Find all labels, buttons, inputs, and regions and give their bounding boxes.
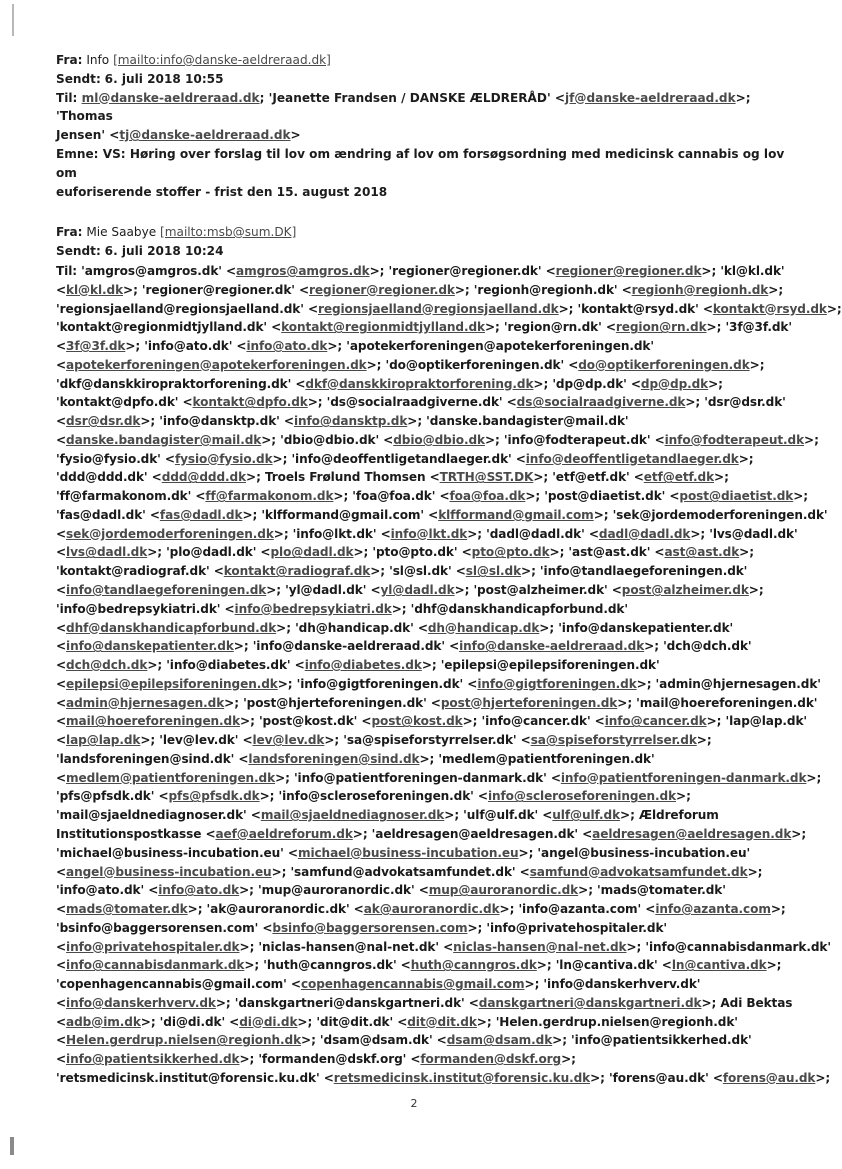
email-link[interactable]: dp@dp.dk — [640, 376, 709, 391]
recipient-line: 'ddd@ddd.dk' <ddd@ddd.dk>; Troels Frølund Thomsen <TRTH@SST.DK>; 'etf@etf.dk' <etf@etf.dk>; — [56, 470, 729, 485]
email-link[interactable]: kontakt@dpfo.dk — [192, 395, 308, 410]
email-link[interactable]: amgros@amgros.dk — [236, 264, 370, 278]
email-link[interactable]: mads@tomater.dk — [66, 902, 188, 917]
email-link[interactable]: mail@hoereforeningen.dk — [66, 714, 241, 729]
email-link[interactable]: ff@farmakonom.dk — [205, 489, 334, 504]
recipient-line: 'regionsjaelland@regionsjaelland.dk' <regionsjaelland@regionsjaelland.dk>; 'kontakt@rsyd.dk' <kontakt@rsyd.dk>; — [56, 301, 842, 316]
email-link[interactable]: kontakt@rsyd.dk — [712, 301, 827, 316]
to-link-3[interactable]: tj@danske-aeldreraad.dk — [119, 128, 291, 143]
sent-label: Sendt: — [56, 71, 101, 86]
email-link[interactable]: dch@dch.dk — [66, 658, 148, 673]
email-link[interactable]: dsr@dsr.dk — [66, 414, 141, 429]
recipient-line: <sek@jordemoderforeningen.dk>; 'info@lkt.dk' <info@lkt.dk>; 'dadl@dadl.dk' <dadl@dadl.dk>; 'lvs@dadl.dk' — [56, 526, 798, 541]
email-link[interactable]: lev@lev.dk — [252, 733, 325, 748]
to-text-2: Jensen' < — [56, 128, 120, 143]
email-link[interactable]: TRTH@SST.DK — [439, 470, 534, 485]
email-link[interactable]: post@diaetist.dk — [679, 489, 794, 504]
email-link[interactable]: dit@dit.dk — [407, 1014, 477, 1029]
page-number: 2 — [410, 1097, 418, 1110]
email-link[interactable]: ds@socialraadgiverne.dk — [516, 395, 686, 410]
recipient-line: <angel@business-incubation.eu>; 'samfund@advokatsamfundet.dk' <samfund@advokatsamfundet.dk>; — [56, 864, 763, 879]
email-link[interactable]: pto@pto.dk — [471, 545, 550, 560]
email-link[interactable]: klfformand@gmail.com — [438, 507, 594, 522]
email-link[interactable]: info@danskepatienter.dk — [66, 639, 234, 654]
recipient-line: 'dkf@danskkiropraktorforening.dk' <dkf@danskkiropraktorforening.dk>; 'dp@dp.dk' <dp@dp.dk>; — [56, 376, 723, 391]
email-link[interactable]: ulf@ulf.dk — [552, 808, 621, 823]
recipient-line: 'fysio@fysio.dk' <fysio@fysio.dk>; 'info@deoffentligetandlaeger.dk' <info@deoffentligetandlaeger.dk>; — [56, 451, 754, 466]
email-link[interactable]: sek@jordemoderforeningen.dk — [66, 526, 274, 541]
email-link[interactable]: post@alzheimer.dk — [621, 583, 749, 598]
email-link[interactable]: info@gigtforeningen.dk — [477, 676, 637, 691]
recipient-line: <epilepsi@epilepsiforeningen.dk>; 'info@gigtforeningen.dk' <info@gigtforeningen.dk>; 'admin@hjernesagen.dk' — [56, 676, 821, 691]
email-link[interactable]: michael@business-incubation.eu — [297, 845, 519, 860]
email-link[interactable]: adb@im.dk — [66, 1014, 141, 1029]
email-link[interactable]: huth@canngros.dk — [410, 958, 537, 973]
recipient-line: <Helen.gerdrup.nielsen@regionh.dk>; 'dsam@dsam.dk' <dsam@dsam.dk>; 'info@patientsikkerhed.dk' — [56, 1033, 752, 1048]
from-link[interactable]: [mailto:msb@sum.DK] — [160, 225, 297, 239]
email-link[interactable]: info@fodterapeut.dk — [664, 432, 805, 447]
email-link[interactable]: ak@auroranordic.dk — [363, 902, 500, 917]
to-label: Til: — [56, 90, 78, 105]
email-link[interactable]: aeldresagen@aeldresagen.dk — [592, 826, 792, 841]
recipient-line: 'info@bedrepsykiatri.dk' <info@bedrepsykiatri.dk>; 'dhf@danskhandicapforbund.dk' — [56, 601, 628, 616]
subject-row — [56, 145, 796, 183]
to-tail-1: >; 'Thomas — [56, 90, 751, 124]
email-link[interactable]: dh@handicap.dk — [427, 620, 540, 635]
to-link-1[interactable]: ml@danske-aeldreraad.dk — [81, 90, 260, 105]
email-link[interactable]: plo@dadl.dk — [270, 545, 354, 560]
recipient-line: <apotekerforeningen@apotekerforeningen.dk>; 'do@optikerforeningen.dk' <do@optikerforeningen.dk>; — [56, 357, 765, 372]
email-link[interactable]: post@kost.dk — [371, 714, 463, 729]
to-link-2[interactable]: jf@danske-aeldreraad.dk — [565, 90, 736, 105]
subject-row-cont — [56, 183, 796, 202]
recipient-line: <mail@hoereforeningen.dk>; 'post@kost.dk' <post@kost.dk>; 'info@cancer.dk' <info@cancer.dk>; 'lap@lap.dk' — [56, 714, 808, 729]
from-row — [56, 51, 796, 70]
email-link[interactable]: apotekerforeningen@apotekerforeningen.dk — [66, 357, 367, 372]
recipient-line: Institutionspostkasse <aef@aeldreforum.dk>; 'aeldresagen@aeldresagen.dk' <aeldresagen@aeldresagen.dk>; — [56, 826, 807, 841]
subject-line-1: VS: Høring over forslag til lov om ændring af lov om forsøgsordning med medicinsk cannabis og lov om — [56, 146, 785, 180]
email-link[interactable]: foa@foa.dk — [449, 489, 526, 504]
recipient-line: 'bsinfo@baggersorensen.com' <bsinfo@baggersorensen.com>; 'info@privatehospitaler.dk' — [56, 920, 668, 935]
email-link[interactable]: region@rn.dk — [615, 320, 707, 335]
recipient-line: <info@danskerhverv.dk>; 'danskgartneri@danskgartneri.dk' <danskgartneri@danskgartneri.dk>; Adi Bektas — [56, 995, 793, 1010]
recipient-line: <info@danskepatienter.dk>; 'info@danske-aeldreraad.dk' <info@danske-aeldreraad.dk>; 'dch@dch.dk' — [56, 639, 752, 654]
email-link[interactable]: regionsjaelland@regionsjaelland.dk — [317, 301, 559, 316]
email-link[interactable]: dadl@dadl.dk — [598, 526, 691, 541]
email-link[interactable]: medlem@patientforeningen.dk — [66, 770, 276, 785]
recipient-line: 'kontakt@regionmidtjylland.dk' <kontakt@regionmidtjylland.dk>; 'region@rn.dk' <region@rn.dk>; '3f@3f.dk' — [56, 320, 792, 335]
sent-label: Sendt: — [56, 243, 101, 258]
email-link[interactable]: dbio@dbio.dk — [393, 432, 485, 447]
recipient-line: 'copenhagencannabis@gmail.com' <copenhagencannabis@gmail.com>; 'info@danskerhverv.dk' — [56, 977, 701, 992]
email-link[interactable]: copenhagencannabis@gmail.com — [300, 977, 525, 992]
to-row-cont — [56, 126, 796, 145]
recipient-line: <adb@im.dk>; 'di@di.dk' <di@di.dk>; 'dit@dit.dk' <dit@dit.dk>; 'Helen.gerdrup.nielsen@regionh.dk' — [56, 1014, 738, 1029]
scan-mark-bottom — [10, 1137, 14, 1155]
recipient-line: <kl@kl.dk>; 'regioner@regioner.dk' <regioner@regioner.dk>; 'regionh@regionh.dk' <regionh@regionh.dk>; — [56, 282, 784, 297]
email-link[interactable]: info@cannabisdanmark.dk — [66, 958, 245, 973]
email-link[interactable]: bsinfo@baggersorensen.com — [272, 920, 468, 935]
email-link[interactable]: info@danskerhverv.dk — [66, 995, 216, 1010]
email-link[interactable]: danske.bandagister@mail.dk — [66, 432, 262, 447]
recipient-line: 'michael@business-incubation.eu' <michael@business-incubation.eu>; 'angel@business-incubation.eu' — [56, 845, 751, 860]
email-link[interactable]: info@danske-aeldreraad.dk — [459, 639, 645, 654]
email-link[interactable]: info@diabetes.dk — [304, 658, 422, 673]
email-link[interactable]: info@lkt.dk — [390, 526, 468, 541]
subject-label: Emne: — [56, 146, 99, 161]
email-link[interactable]: info@patientforeningen-danmark.dk — [560, 770, 807, 785]
email-link[interactable]: ddd@ddd.dk — [161, 470, 247, 485]
email-link[interactable]: info@cancer.dk — [604, 714, 707, 729]
email-link[interactable]: ast@ast.dk — [664, 545, 740, 560]
email-link[interactable]: info@patientsikkerhed.dk — [66, 1052, 240, 1067]
sent-row — [56, 242, 796, 261]
email-link[interactable]: epilepsi@epilepsiforeningen.dk — [66, 676, 278, 691]
email-link[interactable]: dkf@danskkiropraktorforening.dk — [305, 376, 534, 391]
email-link[interactable]: lap@lap.dk — [66, 733, 141, 748]
from-label: Fra: — [56, 225, 83, 239]
email-header-2 — [56, 223, 796, 261]
from-link[interactable]: [mailto:info@danske-aeldreraad.dk] — [113, 53, 331, 67]
email-link[interactable]: fysio@fysio.dk — [174, 451, 273, 466]
sent-value: 6. juli 2018 10:24 — [104, 243, 224, 258]
email-link[interactable]: fas@dadl.dk — [159, 507, 243, 522]
to-row — [56, 89, 796, 127]
recipient-line: 'retsmedicinsk.institut@forensic.ku.dk' <retsmedicinsk.institut@forensic.ku.dk>; 'forens@au.dk' <forens@au.dk>; — [56, 1070, 831, 1085]
email-link[interactable]: info@ato.dk — [158, 883, 240, 898]
email-link[interactable]: info@azanta.com — [655, 902, 771, 917]
email-link[interactable]: info@dansktp.dk — [293, 414, 408, 429]
email-link[interactable]: regioner@regioner.dk — [555, 264, 702, 278]
recipient-line: 'ff@farmakonom.dk' <ff@farmakonom.dk>; 'foa@foa.dk' <foa@foa.dk>; 'post@diaetist.dk' <post@diaetist.dk>; — [56, 489, 809, 504]
from-name: Info — [86, 53, 110, 67]
email-link[interactable]: info@tandlaegeforeningen.dk — [66, 583, 267, 598]
email-link[interactable]: kontakt@radiograf.dk — [223, 564, 371, 579]
email-link[interactable]: do@optikerforeningen.dk — [578, 357, 750, 372]
recipient-line: <info@tandlaegeforeningen.dk>; 'yl@dadl.dk' <yl@dadl.dk>; 'post@alzheimer.dk' <post@alzheimer.dk>; — [56, 583, 764, 598]
to-tail-2: > — [290, 128, 301, 143]
email-link[interactable]: mail@sjaeldnediagnoser.dk — [260, 808, 445, 823]
email-header-1 — [56, 51, 796, 201]
recipient-line: <mads@tomater.dk>; 'ak@auroranordic.dk' <ak@auroranordic.dk>; 'info@azanta.com' <info@azanta.com>; — [56, 902, 786, 917]
email-link[interactable]: sa@spiseforstyrrelser.dk — [530, 733, 697, 748]
from-name: Mie Saabye — [86, 225, 157, 239]
recipient-line: <info@privatehospitaler.dk>; 'niclas-hansen@nal-net.dk' <niclas-hansen@nal-net.dk>; 'info@cannabisdanmark.dk' — [56, 939, 831, 954]
recipient-line: 'mail@sjaeldnediagnoser.dk' <mail@sjaeldnediagnoser.dk>; 'ulf@ulf.dk' <ulf@ulf.dk>; Ældreforum — [56, 808, 719, 823]
recipient-line: <lap@lap.dk>; 'lev@lev.dk' <lev@lev.dk>; 'sa@spiseforstyrrelser.dk' <sa@spiseforstyrrelser.dk>; — [56, 733, 712, 748]
email-link[interactable]: kl@kl.dk — [66, 282, 124, 297]
email-link[interactable]: di@di.dk — [239, 1014, 298, 1029]
recipient-line: <medlem@patientforeningen.dk>; 'info@patientforeningen-danmark.dk' <info@patientforeningen-danmark.dk>; — [56, 770, 822, 785]
email-link[interactable]: dsam@dsam.dk — [446, 1033, 553, 1048]
recipient-line: 'kontakt@radiograf.dk' <kontakt@radiograf.dk>; 'sl@sl.dk' <sl@sl.dk>; 'info@tandlaegeforeningen.dk' — [56, 564, 748, 579]
email-link[interactable]: mup@auroranordic.dk — [428, 883, 579, 898]
recipient-line: 'pfs@pfsdk.dk' <pfs@pfsdk.dk>; 'info@scleroseforeningen.dk' <info@scleroseforeningen.dk>; — [56, 789, 691, 804]
recipient-line: <dch@dch.dk>; 'info@diabetes.dk' <info@diabetes.dk>; 'epilepsi@epilepsiforeningen.dk' — [56, 658, 660, 673]
email-link[interactable]: dhf@danskhandicapforbund.dk — [66, 620, 277, 635]
email-link[interactable]: formanden@dskf.org — [420, 1052, 562, 1067]
scan-mark-top — [12, 4, 14, 36]
from-row — [56, 223, 796, 242]
recipient-line: <lvs@dadl.dk>; 'plo@dadl.dk' <plo@dadl.dk>; 'pto@pto.dk' <pto@pto.dk>; 'ast@ast.dk' <ast@ast.dk>; — [56, 545, 754, 560]
to-text-1: ; 'Jeanette Frandsen / DANSKE ÆLDRERÅD' < — [259, 90, 565, 105]
recipient-line: Til: 'amgros@amgros.dk' <amgros@amgros.dk>; 'regioner@regioner.dk' <regioner@regioner.dk>; 'kl@kl.dk' — [56, 264, 785, 278]
email-link[interactable]: post@hjerteforeningen.dk — [440, 695, 618, 710]
sent-row — [56, 70, 796, 89]
email-link[interactable]: etf@etf.dk — [643, 470, 715, 485]
recipient-line: <info@cannabisdanmark.dk>; 'huth@canngros.dk' <huth@canngros.dk>; 'ln@cantiva.dk' <ln@cantiva.dk>; — [56, 958, 782, 973]
recipient-line: 'fas@dadl.dk' <fas@dadl.dk>; 'klfformand@gmail.com' <klfformand@gmail.com>; 'sek@jordemoderforeningen.dk' — [56, 507, 828, 522]
from-label: Fra: — [56, 53, 83, 67]
recipient-line: <3f@3f.dk>; 'info@ato.dk' <info@ato.dk>; 'apotekerforeningen@apotekerforeningen.dk' — [56, 339, 654, 354]
email-link[interactable]: kontakt@regionmidtjylland.dk — [281, 320, 485, 335]
email-link[interactable]: angel@business-incubation.eu — [66, 864, 272, 879]
email-link[interactable]: samfund@advokatsamfundet.dk — [529, 864, 748, 879]
email-link[interactable]: danskgartneri@danskgartneri.dk — [478, 995, 702, 1010]
email-link[interactable]: aef@aeldreforum.dk — [215, 826, 353, 841]
email-link[interactable]: info@scleroseforeningen.dk — [487, 789, 677, 804]
email-link[interactable]: admin@hjernesagen.dk — [66, 695, 225, 710]
email-link[interactable]: regionh@regionh.dk — [631, 282, 769, 297]
recipient-list — [56, 262, 842, 1088]
recipient-line: <info@patientsikkerhed.dk>; 'formanden@dskf.org' <formanden@dskf.org>; — [56, 1052, 576, 1067]
recipient-line: <danske.bandagister@mail.dk>; 'dbio@dbio.dk' <dbio@dbio.dk>; 'info@fodterapeut.dk' <info@fodterapeut.dk>; — [56, 432, 819, 447]
email-link[interactable]: sl@sl.dk — [465, 564, 522, 579]
recipient-line: <dsr@dsr.dk>; 'info@dansktp.dk' <info@dansktp.dk>; 'danske.bandagister@mail.dk' — [56, 414, 629, 429]
subject-line-2: euforiserende stoffer - frist den 15. august 2018 — [56, 184, 388, 199]
email-link[interactable]: retsmedicinsk.institut@forensic.ku.dk — [333, 1070, 591, 1085]
email-link[interactable]: forens@au.dk — [722, 1070, 816, 1085]
email-link[interactable]: Helen.gerdrup.nielsen@regionh.dk — [66, 1033, 302, 1048]
email-link[interactable]: pfs@pfsdk.dk — [168, 789, 260, 804]
email-link[interactable]: niclas-hansen@nal-net.dk — [453, 939, 627, 954]
recipient-line: 'landsforeningen@sind.dk' <landsforeningen@sind.dk>; 'medlem@patientforeningen.dk' — [56, 751, 655, 766]
email-link[interactable]: 3f@3f.dk — [66, 339, 126, 354]
recipient-line: <admin@hjernesagen.dk>; 'post@hjerteforeningen.dk' <post@hjerteforeningen.dk>; 'mail@hoereforeningen.dk' — [56, 695, 818, 710]
email-link[interactable]: info@privatehospitaler.dk — [66, 939, 240, 954]
email-link[interactable]: ln@cantiva.dk — [671, 958, 767, 973]
recipient-line: <dhf@danskhandicapforbund.dk>; 'dh@handicap.dk' <dh@handicap.dk>; 'info@danskepatienter.dk' — [56, 620, 734, 635]
recipient-line: 'info@ato.dk' <info@ato.dk>; 'mup@auroranordic.dk' <mup@auroranordic.dk>; 'mads@tomater.dk' — [56, 883, 726, 898]
recipient-line: 'kontakt@dpfo.dk' <kontakt@dpfo.dk>; 'ds@socialraadgiverne.dk' <ds@socialraadgiverne.dk>; 'dsr@dsr.dk' — [56, 395, 786, 410]
email-link[interactable]: regioner@regioner.dk — [309, 282, 455, 297]
email-link[interactable]: info@ato.dk — [246, 339, 328, 354]
email-link[interactable]: info@bedrepsykiatri.dk — [234, 601, 392, 616]
sent-value: 6. juli 2018 10:55 — [104, 71, 224, 86]
email-link[interactable]: lvs@dadl.dk — [66, 545, 148, 560]
email-link[interactable]: landsforeningen@sind.dk — [248, 751, 420, 766]
email-link[interactable]: yl@dadl.dk — [380, 583, 455, 598]
email-link[interactable]: info@deoffentligetandlaeger.dk — [525, 451, 739, 466]
